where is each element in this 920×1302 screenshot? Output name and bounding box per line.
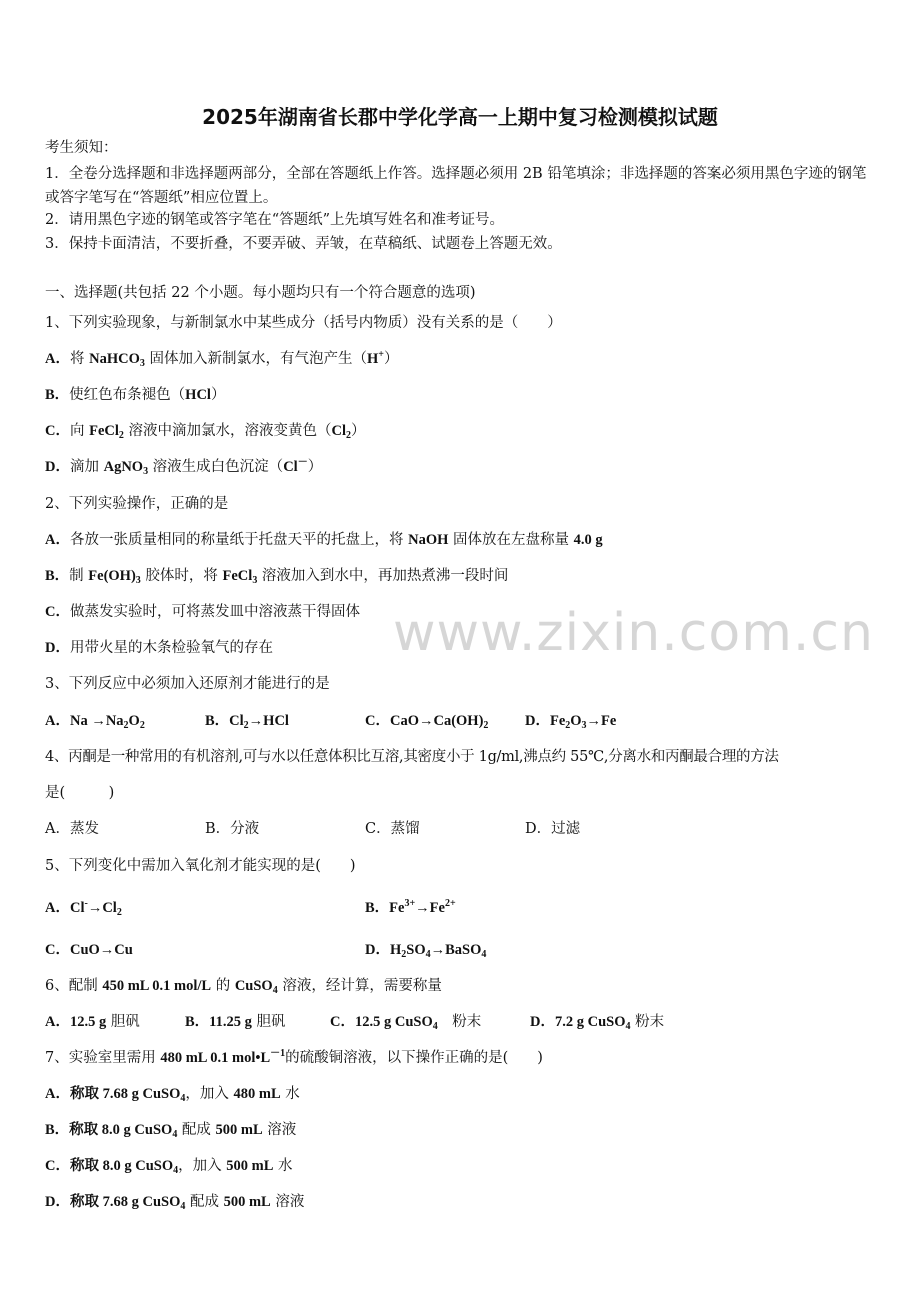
notice-item-2: 2．请用黑色字迹的钢笔或答字笔在“答题纸”上先填写姓名和准考证号。: [45, 212, 505, 228]
question-6-option-b: B．11.25 g 胆矾: [185, 1014, 286, 1030]
question-1-option-d: D．滴加 AgNO$_3$ 溶液生成白色沉淀（Cl－）: [45, 457, 323, 477]
question-7-stem: 7、实验室里需用 480 mL 0.1 $mol•L^{-1}$的硫酸铜溶液，以下操作正确的是( ): [45, 1048, 543, 1066]
question-4-option-a: A．蒸发: [45, 821, 99, 837]
question-1-option-a: A．将 NaHCO$_3$ 固体加入新制氯水，有气泡产生（H+）: [45, 349, 399, 369]
page-title: 2025年湖南省长郡中学化学高一上期中复习检测模拟试题: [202, 105, 718, 129]
question-4-option-c: C．蒸馏: [365, 821, 420, 837]
question-5-option-b: B．$Fe^{3+}\to Fe^{2+}$: [365, 898, 456, 916]
question-6-option-a: A．12.5 g 胆矾: [45, 1014, 140, 1030]
question-5-option-a: A．$Cl^-\to Cl_2$: [45, 898, 122, 918]
question-2-option-b: B．制 $Fe(OH)_3$ 胶体时，将 FeCl$_3$ 溶液加入到水中，再加热煮沸一段时间: [45, 568, 509, 586]
question-3-option-b: B．$Cl_2\to HCl$: [205, 713, 289, 731]
question-4-option-d: D．过滤: [525, 821, 581, 837]
section-heading: 一、选择题(共包括 22 个小题。每小题均只有一个符合题意的选项): [45, 285, 476, 301]
question-2-option-d: D．用带火星的木条检验氧气的存在: [45, 640, 273, 656]
question-3-stem: 3、下列反应中必须加入还原剂才能进行的是: [45, 676, 330, 692]
question-6-stem: 6、配制 450 mL 0.1 mol/L 的 CuSO$_4$ 溶液，经计算，需要称量: [45, 978, 442, 996]
question-6-option-c: C．12.5 g CuSO$_4$ 粉末: [330, 1014, 482, 1032]
question-7-option-c: C．称取 8.0 g CuSO$_4$，加入 500 mL 水: [45, 1158, 293, 1176]
question-3-option-c: C．$CaO\to Ca(OH)_2$: [365, 713, 489, 731]
question-1-option-c: C．向 FeCl$_2$ 溶液中滴加氯水，溶液变黄色$(Cl_2)$: [45, 423, 366, 441]
notice-heading: 考生须知：: [45, 140, 118, 156]
notice-item-3: 3．保持卡面清洁，不要折叠，不要弄破、弄皱，在草稿纸、试题卷上答题无效。: [45, 236, 562, 252]
question-1-stem: 1、下列实验现象，与新制氯水中某些成分（括号内物质）没有关系的是（ ）: [45, 315, 562, 331]
notice-item-1: 1．全卷分选择题和非选择题两部分，全部在答题纸上作答。选择题必须用 2B 铅笔填涂；非选择题的答案必须用黑色字迹的钢笔或答字笔写在“答题纸”相应位置上。: [45, 166, 867, 206]
question-3-option-a: A．$Na \to Na_2O_2$: [45, 713, 145, 731]
question-7-option-d: D．称取 7.68 g CuSO$_4$ 配成 500 mL 溶液: [45, 1194, 305, 1212]
question-7-option-a: A．称取 7.68 g CuSO$_4$，加入 480 mL 水: [45, 1086, 300, 1104]
question-7-option-b: B．称取 8.0 g CuSO$_4$ 配成 500 mL 溶液: [45, 1122, 297, 1140]
question-4-stem-line-1: 4、丙酮是一种常用的有机溶剂,可与水以任意体积比互溶,其密度小于 1g/ml,沸点约 55℃,分离水和丙酮最合理的方法: [45, 749, 779, 765]
question-2-option-c: C．做蒸发实验时，可将蒸发皿中溶液蒸干得固体: [45, 604, 360, 620]
question-3-option-d: D．$Fe_2O_3\to Fe$: [525, 713, 617, 731]
question-4-option-b: B．分液: [205, 821, 260, 837]
question-2-option-a: A．各放一张质量相同的称量纸于托盘天平的托盘上，将 NaOH 固体放在左盘称量 4.0 g: [45, 532, 603, 548]
question-6-option-d: D．7.2 g CuSO$_4$ 粉末: [530, 1014, 665, 1032]
question-4-stem-line-2: 是( ): [45, 785, 115, 801]
question-2-stem: 2、下列实验操作，正确的是: [45, 496, 229, 512]
watermark: www.zixin.com.cn: [393, 603, 874, 663]
question-5-option-c: C．CuO→Cu: [45, 942, 133, 958]
question-5-stem: 5、下列变化中需加入氧化剂才能实现的是( ): [45, 858, 356, 874]
question-1-option-b: B．使红色布条褪色（HCl）: [45, 387, 226, 403]
question-5-option-d: D．$H_2SO_4\to BaSO_4$: [365, 942, 487, 960]
